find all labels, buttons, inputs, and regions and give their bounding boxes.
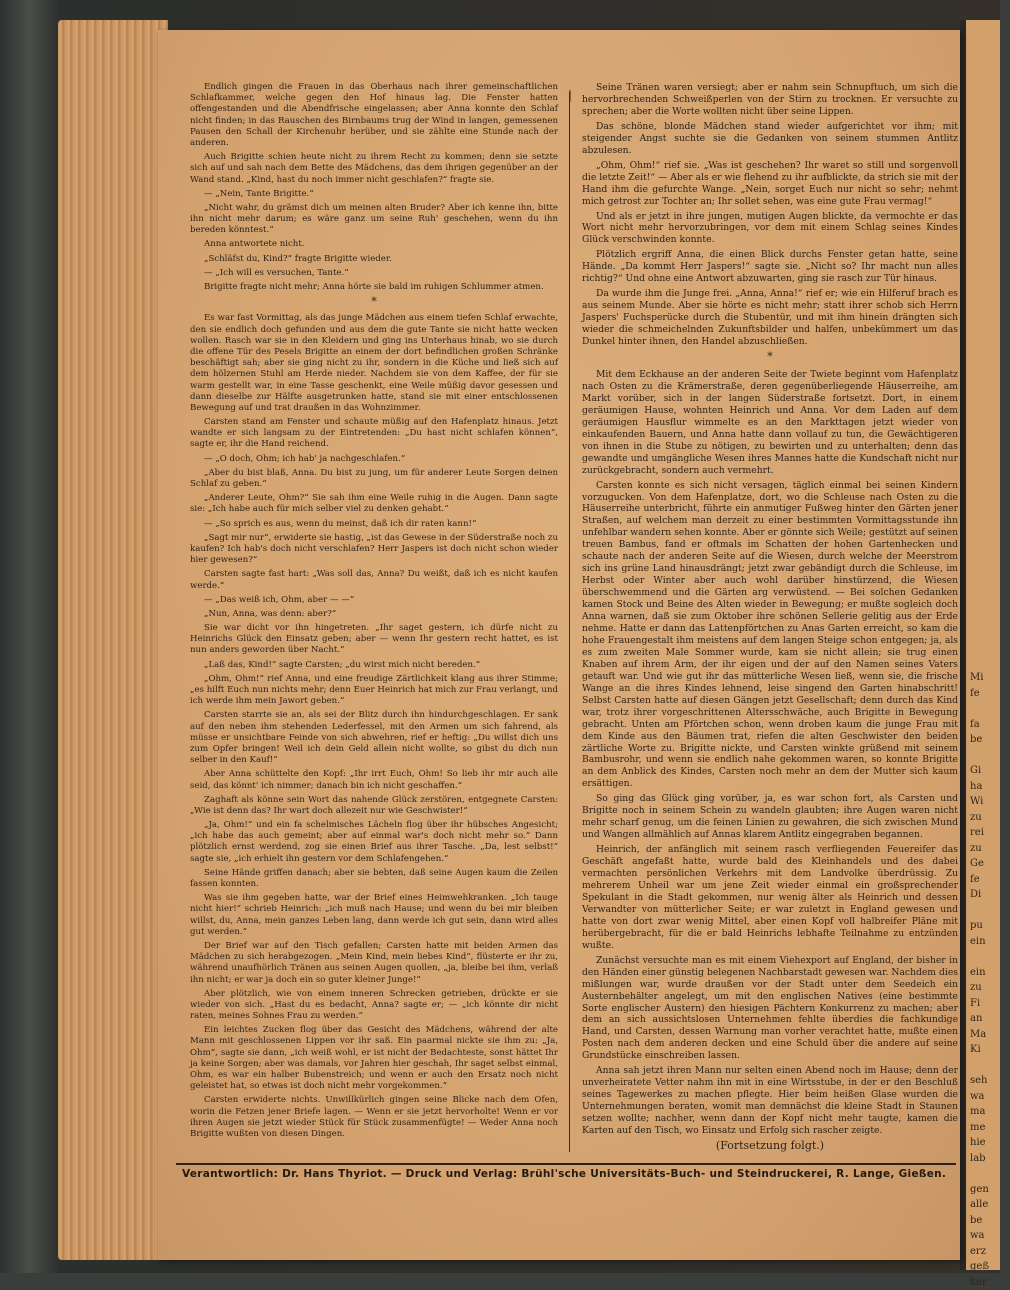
paragraph: Zunächst versuchte man es mit einem Viehexport auf England, der bisher in den Händen einer günstig belegenen Nachbarstadt gewesen war. Nachdem dies mißlungen war, wurde draußen vor der Stadt unter dem Seedeich ein Austernbehälter angelegt, um mit den englischen Natives (eine bestimmte Sorte englischer Austern) den hiesigen Pächtern Konkurrenz zu machen; aber dem an sich aussichtslosen Unternehmen fehlte überdies die fachkundige Hand, und Carsten, dessen Warnung man vorher verachtet hatte, mußte einen Posten nach dem anderen decken und eine Schuld über die andere auf seine Grundstücke einschreiben lassen.: [582, 954, 958, 1062]
paragraph: Carsten erwiderte nichts. Unwillkürlich gingen seine Blicke nach dem Ofen, worin die Fetzen jener Briefe lagen. — Wenn er sie jetzt hervorholte! Wenn er vor ihren Augen sie jetzt wieder Stück für Stück zusammenfügte! — Weder Anna noch Brigitte wußten von diesen Dingen.: [190, 1095, 558, 1139]
page-edge-stack: [58, 20, 168, 1260]
paragraph: „Ohm, Ohm!“ rief Anna, und eine freudige Zärtlichkeit klang aus ihrer Stimme; „es hilft Euch nun nichts mehr; denn Euer Heinrich hat mich zur Frau verlangt, und ich werde ihm mein Jawort geben.“: [190, 673, 558, 707]
paragraph: „Anderer Leute, Ohm?“ Sie sah ihm eine Weile ruhig in die Augen. Dann sagte sie: „Ich habe auch für mich selber viel zu denken gehabt.“: [190, 493, 558, 515]
paragraph: Sie war dicht vor ihn hingetreten. „Ihr saget gestern, ich dürfe nicht zu Heinrichs Glück den Einsatz geben; aber — wenn Ihr gestern recht hattet, es ist nun anders geworden über Nacht.“: [190, 623, 558, 656]
paragraph: „Nicht wahr, du grämst dich um meinen alten Bruder? Aber ich kenne ihn, bitte ihn nicht mehr darum; es wäre ganz um seine Ruh' geschehen, wenn du ihn bereden könntest.“: [190, 202, 558, 236]
next-page-edge: [966, 20, 1000, 1288]
paragraph: „Sagt mir nur“, erwiderte sie hastig, „ist das Gewese in der Süderstraße noch zu kaufen? Ich hab's doch nicht verschlafen? Herr Jaspers ist doch nicht schon wieder hier gewesen?“: [190, 532, 558, 566]
paragraph: — „Nein, Tante Brigitte.“: [204, 188, 314, 199]
paragraph: Auch Brigitte schien heute nicht zu ihrem Recht zu kommen; denn sie setzte sich auf und sah nach dem Bette des Mädchens, das dem ihrigen gegenüber an der Wand stand. „Kind, hast du noch immer nicht geschlafen?“ fragte sie.: [190, 152, 558, 185]
paragraph: — „So sprich es aus, wenn du meinst, daß ich dir raten kann!“: [204, 518, 477, 529]
paragraph: Seine Tränen waren versiegt; aber er nahm sein Schnupftuch, um sich die hervorbrechenden Schweißperlen von der Stirn zu trocknen. Er versuchte zu sprechen; aber die Worte wollten nicht über seine Lippen.: [582, 82, 958, 117]
divider-ornament: ❘: [565, 88, 576, 102]
left-column: [190, 82, 558, 1143]
paragraph: „Laß das, Kind!“ sagte Carsten; „du wirst mich nicht bereden.“: [204, 659, 481, 670]
section-separator: *: [767, 350, 773, 364]
section-separator: *: [371, 295, 377, 309]
paragraph: Zaghaft als könne sein Wort das nahende Glück zerstören, entgegnete Carsten: „Wie ist denn das? Ihr wart doch allezeit nur wie Geschwister!“: [190, 794, 558, 816]
footer-rule: [176, 1163, 956, 1165]
column-divider: [569, 92, 570, 1152]
paragraph: — „Ich will es versuchen, Tante.“: [204, 267, 349, 278]
paragraph: „Aber du bist blaß, Anna. Du bist zu jung, um für anderer Leute Sorgen deinen Schlaf zu geben.“: [190, 467, 558, 489]
paragraph: „Nun, Anna, was denn: aber?“: [204, 608, 337, 619]
paragraph: Carsten konnte es sich nicht versagen, täglich einmal bei seinen Kindern vorzugucken. Von dem Hafenplatze, dort, wo die Schleuse nach Osten zu die Häuserreihe unterbricht, führte ein anmutiger Fußweg hinter den Gärten jener Straßen, auf welchem man derzeit zu einer bestimmten Vormittagsstunde ihn unfehlbar wandern sehen konnte. Aber er gönnte sich Weile; gestützt auf seinen treuen Bambus, fand er oftmals im Schatten der hohen Gartenhecken und schaute nach der anderen Seite auf die Wiesen, durch welche der Meerstrom sich ins grüne Land hinausdrängt; jetzt zwar gebändigt durch die Schleuse, im Herbst oder Winter aber auch wohl darüber hinstürzend, die Wiesen überschwemmend und die Gärten arg verwüstend. — Bei solchen Gedanken kamen Stock und Beine des Alten wieder in Bewegung; er mußte sogleich doch Anna warnen, daß sie zum Oktober ihre schönen Sellerie gelitig aus der Erde nehme. Hatte er dann das Lattenpförtchen zu Anas Garten erreicht, so kam die hohe Frauengestalt ihm meistens auf dem langen Steige schon entgegen; ja, als es zum zweiten Male Sommer wurde, kam sie nicht allein; sie trug einen Knaben auf ihrem Arm, der ihr eigen und der auf den Namen seines Vaters getauft war. Und wie gut ihr das mütterliche Wesen ließ, wenn sie, die frische Wange an die ihres Kindes lehnend, leise singend den Garten hinabschritt! Selbst Carsten hatte auf diesen Gängen jetzt Gesellschaft; denn durch das Kind war, trotz ihrer vorgeschrittenen Altersschwäche, auch Brigitte in Bewegung gebracht. Unten am Pförtchen schon, wenn droben kaum die junge Frau mit dem Kinde aus den Bäumen trat, riefen die alten Geschwister den beiden zärtliche Worte zu. Brigitte nickte, und Carsten winkte grüßend mit seinem Bambusrohr, und wenn sie endlich nahe gekommen waren, so konnte Brigitte an dem Anblick des Kindes, Carsten noch mehr an dem der Mutter sich kaum ersättigen.: [582, 479, 958, 790]
paragraph: Carsten sagte fast hart: „Was soll das, Anna? Du weißt, daß ich es nicht kaufen werde.“: [190, 569, 558, 591]
paragraph: Der Brief war auf den Tisch gefallen; Carsten hatte mit beiden Armen das Mädchen zu sich herabgezogen. „Mein Kind, mein liebes Kind“, flüsterte er ihr zu, während unaufhörlich Tränen aus seinen Augen quollen, „ja, bleibe bei ihm, verlaß ihn nicht; er war ja doch ein so guter kleiner Junge!“: [190, 940, 558, 985]
next-page-fragment: Mi fe fa be Gi ha Wi zu rei zu Ge fe Di pu ein ein zu Fi an Ma Ki seh wa ma me hie lab gen alle be wa erz geß ker: [970, 672, 989, 1288]
paragraph: Das schöne, blonde Mädchen stand wieder aufgerichtet vor ihm; mit steigender Angst suchte sie die Gedanken von seinem stummen Antlitz abzulesen.: [582, 120, 958, 156]
paragraph: Seine Hände griffen danach; aber sie bebten, daß seine Augen kaum die Zeilen fassen konnten.: [190, 867, 558, 889]
paragraph: Da wurde ihm die Junge frei. „Anna, Anna!“ rief er; wie ein Hilferuf brach es aus seinem Munde. Aber sie hörte es nicht mehr; statt ihrer schob sich Herrn Jaspers' Fuchsperücke durch die Stubentür, und mit ihm hinein drängten sich wieder die schmeichelnden Zukunftsbilder und halfen, unbekümmert um das Dunkel hinter ihnen, den Handel abzuschließen.: [582, 288, 958, 348]
paragraph: Was sie ihm gegeben hatte, war der Brief eines Heimwehkranken. „Ich tauge nicht hier!“ schrieb Heinrich: „ich muß nach Hause; und wenn du bei mir bleiben willst, du, Anna, mein ganzes Leben lang, dann werde ich gut sein, dann wird alles gut werden.“: [190, 893, 558, 937]
paragraph: Anna sah jetzt ihren Mann nur selten einen Abend noch im Hause; denn der unverheiratete Vetter nahm ihn mit in eine Wirtsstube, in der er den Beschluß seines Tagewerkes zu machen pflegte. Hier beim heißen Glase wurden die Unternehmungen beraten, womit man demnächst die kleine Stadt in Staunen setzen wollte; nachher, wenn dann der Kopf nicht mehr taugte, kamen die Karten auf den Tisch, wo Einsatz und Erfolg sich rascher zeigte.: [582, 1065, 958, 1137]
paragraph: Plötzlich ergriff Anna, die einen Blick durchs Fenster getan hatte, seine Hände. „Da kommt Herr Jaspers!“ sagte sie. „Nicht so? Ihr macht nun alles richtig?“ Und ohne eine Antwort abzuwarten, ging sie rasch zur Tür hinaus.: [582, 249, 958, 285]
paragraph: Brigitte fragte nicht mehr; Anna hörte sie bald im ruhigen Schlummer atmen.: [204, 282, 544, 292]
paragraph: Carsten starrte sie an, als sei der Blitz durch ihn hindurchgeschlagen. Er sank auf den neben ihm stehenden Lederfessel, mit den Armen um sich fahrend, als müsse er unsichtbare Feinde von sich abwehren, rief er heftig: „Du willst dich uns zum Opfer bringen! Weil ich dein Geld allein nicht wollte, so gibst du dich nun selber in den Kauf!“: [190, 710, 558, 766]
paragraph: Es war fast Vormittag, als das junge Mädchen aus einem tiefen Schlaf erwachte, den sie endlich doch gefunden und aus dem die gute Tante sie nicht hatte wecken wollen. Rasch war sie in den Kleidern und ging ins Unterhaus hinab, wo sie durch die offene Tür des Pesels Brigitte an einem der dort befindlichen großen Schränke beschäftigt sah; aber sie ging nicht zu ihr, sondern in die Küche und ließ sich auf dem hölzernen Stuhl am Herde nieder. Nachdem sie von dem Kaffee, der für sie warm gestellt war, in eine Tasse geschenkt, eine Weile müßig davor gesessen und dann dieselbe zur Hälfte ausgetrunken hatte, stand sie mit einer entschlossenen Bewegung auf und trat draußen in das Wohnzimmer.: [190, 313, 558, 413]
paragraph: Und als er jetzt in ihre jungen, mutigen Augen blickte, da vermochte er das Wort nicht mehr hervorzubringen, vor dem mit einem Schlag seines Kindes Glück verschwinden konnte.: [582, 210, 958, 246]
paragraph: „Schläfst du, Kind?“ fragte Brigitte wieder.: [204, 253, 392, 264]
paragraph: — „Das weiß ich, Ohm, aber — —“: [204, 594, 355, 605]
paragraph: Ein leichtes Zucken flog über das Gesicht des Mädchens, während der alte Mann mit geschlossenen Lippen vor ihr saß. Ein paarmal nickte sie ihm zu: „Ja, Ohm“, sagte sie dann, „ich weiß wohl, er ist nicht der Bedachteste, sonst hättet Ihr ja keine Sorgen; aber was damals, vor Jahren hier geschah, Ihr saget selbst einmal, Ohm, es war ein halber Bubenstreich; und wenn er auch den Ersatz noch nicht geleistet hat, so etwas ist doch nicht mehr vorgekommen.“: [190, 1025, 558, 1092]
paragraph: So ging das Glück ging vorüber, ja, es war schon fort, als Carsten und Brigitte noch in seinem Schein zu wandeln glaubten; ihre Augen waren nicht mehr scharf genug, um die feinen Linien zu gewahren, die sich zwischen Mund und Wangen allmählich auf Annas klarem Antlitz eingegraben begannen.: [582, 793, 958, 841]
imprint-line: Verantwortlich: Dr. Hans Thyriot. — Druck und Verlag: Brühl'sche Universitäts-Buch- und Steindruckerei, R. Lange, Gießen.: [182, 1168, 947, 1180]
paragraph: Aber plötzlich, wie von einem inneren Schrecken getrieben, drückte er sie wieder von sich. „Hast du es bedacht, Anna? sagte er; — „ich könnte dir nicht raten, meines Sohnes Frau zu werden.“: [190, 988, 558, 1022]
paragraph: Carsten stand am Fenster und schaute müßig auf den Hafenplatz hinaus. Jetzt wandte er sich langsam zu der Eintretenden: „Du hast nicht schlafen können“, sagte er, ihr die Hand reichend.: [190, 417, 558, 450]
right-column: [582, 82, 958, 1158]
paragraph: „Ja, Ohm!“ und ein fa schelmisches Lächeln flog über ihr hübsches Angesicht; „ich habe das auch gemeint; aber auf einmal war's doch nicht mehr so.“ Dann plötzlich ernst werdend, zog sie einen Brief aus ihrer Tasche. „Da, lest selbst!“ sagte sie, „ich erhielt ihn gestern vor dem Schlafengehen.“: [190, 820, 558, 864]
paragraph: „Ohm, Ohm!“ rief sie. „Was ist geschehen? Ihr waret so still und sorgenvoll die letzte Zeit!“ — Aber als er wie flehend zu ihr aufblickte, da strich sie mit der Hand ihm die gefurchte Wange. „Nein, sorget Euch nur nicht so sehr; nehmt mich getrost zur Tochter an; Ihr sollet sehen, was eine gute Frau vermag!“: [582, 159, 958, 207]
paragraph: — „O doch, Ohm; ich hab' ja nachgeschlafen.“: [204, 453, 406, 464]
paragraph: Anna antwortete nicht.: [204, 239, 305, 250]
paragraph: Mit dem Eckhause an der anderen Seite der Twiete beginnt vom Hafenplatz nach Osten zu die Krämerstraße, deren gegenüberliegende Häuserreihe, am Markt vorüber, sich in der langen Süderstraße fortsetzt. Dort, in einem geräumigen Hause, wohnten Heinrich und Anna. Vor dem Laden auf dem geräumigen Hausflur wimmelte es an den Markttagen jetzt wieder von einkaufenden Bauern, und Anna hatte dann vollauf zu tun, die Gewächtigeren von ihnen in die Stube zu nötigen, zu bewirten und zu unterhalten; denn das gewandte und umgängliche Wesen ihres Mannes hatte die Kundschaft nicht nur zurückgebracht, sondern auch vermehrt.: [582, 368, 958, 476]
paragraph: Heinrich, der anfänglich mit seinem rasch verfliegenden Feuereifer das Geschäft angefaßt hatte, wurde bald des Kleinhandels und des dabei vermachten persönlichen Verkehrs mit dem Landvolke überdrüssig. Zu mehrerem Unheil war um jene Zeit wieder einmal ein großsprechender Spekulant in die Stadt gekommen, nur wenig älter als Heinrich und dessen Verwandter von mütterlicher Seite; er war zuletzt in England gewesen und hatte von dort zwar wenig Mittel, aber einen Kopf voll halbreifer Pläne mit herübergebracht, für die er bald Heinrichs lebhafte Teilnahme zu entzünden wußte.: [582, 844, 958, 951]
continuation-note: (Fortsetzung folgt.): [715, 1139, 825, 1153]
paragraph: Aber Anna schüttelte den Kopf: „Ihr irrt Euch, Ohm! So lieb ihr mir auch alle seid, das könnt' ich nimmer; danach bin ich nicht geschaffen.“: [190, 769, 558, 791]
paragraph: Endlich gingen die Frauen in das Oberhaus nach ihrer gemeinschaftlichen Schlafkammer, welche gegen den Hof hinaus lag. Die Fenster hatten offengestanden und die Abendfrische eingelassen; aber Anna konnte den Schlaf nicht finden; in das Rauschen des Birnbaums trug der Wind in langen, gemessenen Pausen den Schall der Kirchenuhr herüber, und sie zählte eine Stunde nach der anderen.: [190, 82, 558, 148]
